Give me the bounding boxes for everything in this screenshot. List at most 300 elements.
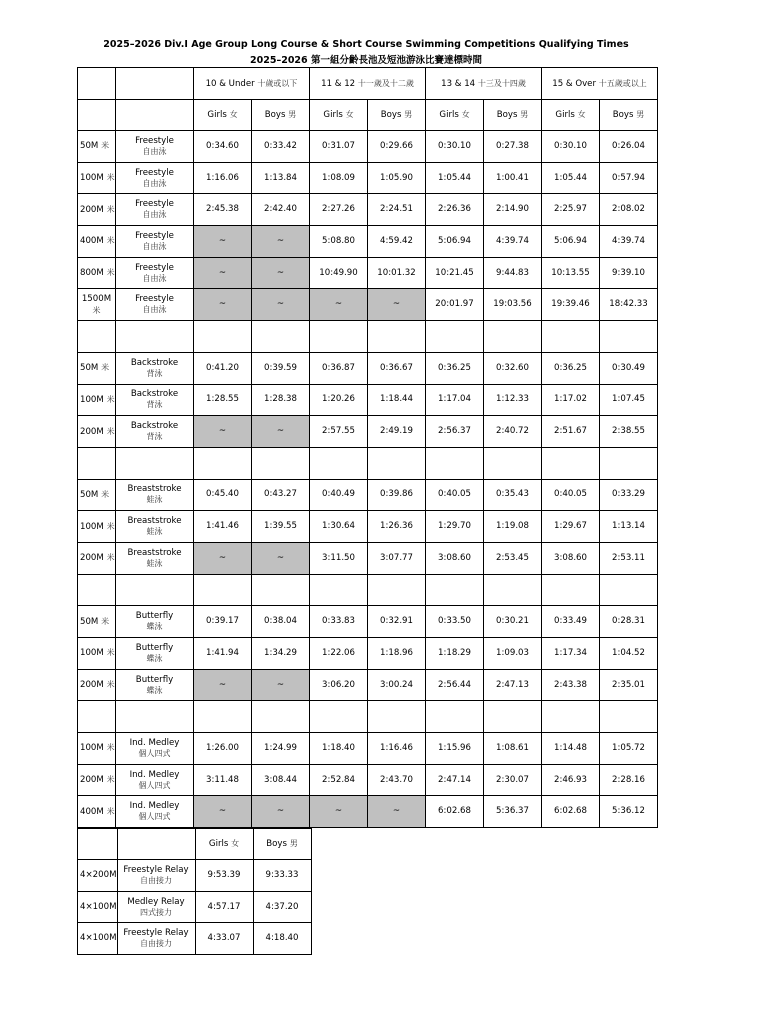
girls-label: Girls xyxy=(323,110,343,120)
empty-cell xyxy=(310,447,368,479)
empty-cell xyxy=(78,447,116,479)
distance-unit-zh: 米 xyxy=(92,305,101,315)
qualifying-time-cell: 2:42.40 xyxy=(252,194,310,226)
relay-name-label: Freestyle Relay xyxy=(123,928,189,939)
qualifying-time-cell: 1:18.96 xyxy=(368,638,426,670)
empty-cell xyxy=(194,321,252,353)
qualifying-time-cell: 2:28.16 xyxy=(600,764,658,796)
qualifying-time-cell: 4:39.74 xyxy=(484,226,542,258)
qualifying-time-cell: 1:17.02 xyxy=(542,384,600,416)
relay-name-label: Medley Relay xyxy=(127,896,185,907)
qualifying-time-cell: 1:29.67 xyxy=(542,511,600,543)
boys-label: Boys xyxy=(496,110,518,120)
stroke-label-zh: 自由泳 xyxy=(142,273,167,283)
qualifying-time-cell: 3:08.44 xyxy=(252,764,310,796)
distance-unit-zh: 米 xyxy=(106,173,115,183)
qualifying-time-cell: 1:26.36 xyxy=(368,511,426,543)
boys-label: Boys xyxy=(264,110,286,120)
qualifying-time-cell: 2:49.19 xyxy=(368,416,426,448)
qualifying-time-cell: 2:53.11 xyxy=(600,542,658,574)
event-row xyxy=(78,289,658,321)
distance-unit-zh: 米 xyxy=(106,394,115,404)
stroke-label: Ind. Medley xyxy=(129,737,180,748)
qualifying-time-cell: 6:02.68 xyxy=(542,796,600,828)
distance-label: 100M xyxy=(80,521,104,532)
boys-label-zh: 男 xyxy=(636,110,645,119)
relay-name-label: Freestyle Relay xyxy=(123,864,189,875)
spacer-row xyxy=(78,701,658,733)
event-row xyxy=(78,479,658,511)
stroke-label-zh: 背泳 xyxy=(146,400,163,410)
empty-header-cell xyxy=(116,68,194,100)
qualifying-time-cell: ~ xyxy=(194,226,252,258)
distance-label: 200M xyxy=(80,680,104,691)
qualifying-time-cell: 2:47.13 xyxy=(484,669,542,701)
girls-label: Girls xyxy=(439,110,459,120)
qualifying-time-cell: 5:06.94 xyxy=(542,226,600,258)
qualifying-time-cell: 0:39.86 xyxy=(368,479,426,511)
qualifying-time-cell: ~ xyxy=(194,542,252,574)
qualifying-time-cell: 1:13.84 xyxy=(252,162,310,194)
qualifying-time-cell: 10:01.32 xyxy=(368,257,426,289)
stroke-label: Backstroke xyxy=(130,357,179,368)
distance-label: 200M xyxy=(80,204,104,215)
empty-cell xyxy=(542,574,600,606)
stroke-cell xyxy=(116,479,194,511)
qualifying-time-cell: ~ xyxy=(310,796,368,828)
distance-cell xyxy=(78,384,116,416)
stroke-label-zh: 蛙泳 xyxy=(146,558,163,568)
relay-time-cell: 4:37.20 xyxy=(253,891,311,923)
distance-cell xyxy=(78,257,116,289)
qualifying-time-cell: 2:47.14 xyxy=(426,764,484,796)
age-group-header xyxy=(310,68,426,100)
distance-cell xyxy=(78,669,116,701)
girls-label-zh: 女 xyxy=(577,110,586,119)
qualifying-time-cell: 1:17.34 xyxy=(542,638,600,670)
distance-label: 400M xyxy=(80,806,104,817)
distance-unit-zh: 米 xyxy=(101,363,110,373)
distance-label: 200M xyxy=(80,553,104,564)
stroke-label: Breaststroke xyxy=(127,484,182,495)
qualifying-time-cell: 1:24.99 xyxy=(252,733,310,765)
qualifying-time-cell: 2:43.70 xyxy=(368,764,426,796)
qualifying-time-cell: 1:18.29 xyxy=(426,638,484,670)
qualifying-time-cell: ~ xyxy=(252,416,310,448)
qualifying-time-cell: 1:08.09 xyxy=(310,162,368,194)
distance-cell xyxy=(78,511,116,543)
empty-header-cell xyxy=(78,68,116,100)
empty-cell xyxy=(116,321,194,353)
stroke-label-zh: 蛙泳 xyxy=(146,527,163,537)
empty-cell xyxy=(78,701,116,733)
event-row xyxy=(78,257,658,289)
distance-label: 50M xyxy=(80,616,99,627)
qualifying-time-cell: 1:05.44 xyxy=(542,162,600,194)
qualifying-time-cell: 3:07.77 xyxy=(368,542,426,574)
empty-cell xyxy=(426,321,484,353)
event-row xyxy=(78,796,658,828)
stroke-label-zh: 自由泳 xyxy=(142,178,167,188)
boys-header xyxy=(252,100,310,131)
qualifying-time-cell: 0:33.42 xyxy=(252,131,310,163)
distance-label: 50M xyxy=(80,363,99,374)
empty-cell xyxy=(116,701,194,733)
relay-name-cell xyxy=(117,923,195,955)
boys-label: Boys xyxy=(612,110,634,120)
qualifying-time-cell: 4:59.42 xyxy=(368,226,426,258)
qualifying-time-cell: 0:30.21 xyxy=(484,606,542,638)
qualifying-time-cell: 0:30.10 xyxy=(426,131,484,163)
boys-header xyxy=(368,100,426,131)
qualifying-time-cell: 1:41.94 xyxy=(194,638,252,670)
qualifying-time-cell: 0:40.05 xyxy=(426,479,484,511)
qualifying-time-cell: 1:22.06 xyxy=(310,638,368,670)
empty-cell xyxy=(600,321,658,353)
qualifying-time-cell: ~ xyxy=(368,289,426,321)
age-group-label-zh: 十五歲或以上 xyxy=(598,78,647,88)
empty-cell xyxy=(368,321,426,353)
stroke-label-zh: 自由泳 xyxy=(142,146,167,156)
stroke-label: Ind. Medley xyxy=(129,801,180,812)
qualifying-time-cell: 3:00.24 xyxy=(368,669,426,701)
qualifying-time-cell: 2:46.93 xyxy=(542,764,600,796)
qualifying-time-cell: 0:38.04 xyxy=(252,606,310,638)
qualifying-time-cell: 1:34.29 xyxy=(252,638,310,670)
empty-header-cell xyxy=(78,100,116,131)
boys-header xyxy=(484,100,542,131)
stroke-label: Backstroke xyxy=(130,389,179,400)
age-group-label-zh: 十歲或以下 xyxy=(257,78,298,88)
qualifying-time-cell: 1:28.38 xyxy=(252,384,310,416)
age-group-header xyxy=(542,68,658,100)
stroke-cell xyxy=(116,606,194,638)
boys-label: Boys xyxy=(266,839,287,849)
distance-unit-zh: 米 xyxy=(106,680,115,690)
qualifying-time-cell: 0:36.87 xyxy=(310,352,368,384)
qualifying-time-cell: ~ xyxy=(194,416,252,448)
qualifying-time-cell: 0:36.25 xyxy=(542,352,600,384)
qualifying-time-cell: 3:06.20 xyxy=(310,669,368,701)
qualifying-time-cell: 10:13.55 xyxy=(542,257,600,289)
distance-label: 200M xyxy=(80,426,104,437)
stroke-cell xyxy=(116,162,194,194)
event-row xyxy=(78,733,658,765)
girls-header xyxy=(194,100,252,131)
qualifying-time-cell: 1:39.55 xyxy=(252,511,310,543)
qualifying-time-cell: 1:30.64 xyxy=(310,511,368,543)
document-title-chinese: 2025–2026 第一組分齡長池及短池游泳比賽達標時間 xyxy=(250,55,482,66)
qualifying-time-cell: 1:17.04 xyxy=(426,384,484,416)
girls-label-zh: 女 xyxy=(461,110,470,119)
qualifying-time-cell: 2:30.07 xyxy=(484,764,542,796)
empty-cell xyxy=(426,701,484,733)
distance-cell xyxy=(78,162,116,194)
relay-distance-cell xyxy=(78,891,118,923)
distance-cell xyxy=(78,638,116,670)
stroke-label-zh: 背泳 xyxy=(146,432,163,442)
boys-label-zh: 男 xyxy=(520,110,529,119)
qualifying-time-cell: 1:29.70 xyxy=(426,511,484,543)
qualifying-time-cell: 0:36.25 xyxy=(426,352,484,384)
empty-cell xyxy=(310,321,368,353)
qualifying-time-cell: 2:53.45 xyxy=(484,542,542,574)
qualifying-time-cell: 2:56.44 xyxy=(426,669,484,701)
qualifying-time-cell: 2:51.67 xyxy=(542,416,600,448)
qualifying-time-cell: 0:43.27 xyxy=(252,479,310,511)
qualifying-time-cell: 0:28.31 xyxy=(600,606,658,638)
event-row xyxy=(78,638,658,670)
qualifying-time-cell: 2:56.37 xyxy=(426,416,484,448)
distance-cell xyxy=(78,416,116,448)
empty-cell xyxy=(194,701,252,733)
empty-cell xyxy=(542,701,600,733)
empty-cell xyxy=(368,701,426,733)
distance-cell xyxy=(78,479,116,511)
age-group-label: 15 & Over xyxy=(552,78,597,89)
stroke-label: Backstroke xyxy=(130,421,179,432)
stroke-cell xyxy=(116,733,194,765)
empty-cell xyxy=(194,574,252,606)
qualifying-time-cell: 0:27.38 xyxy=(484,131,542,163)
qualifying-time-cell: 0:39.59 xyxy=(252,352,310,384)
qualifying-time-cell: ~ xyxy=(252,796,310,828)
relay-time-cell: 4:33.07 xyxy=(195,923,253,955)
distance-label: 200M xyxy=(80,775,104,786)
empty-cell xyxy=(310,701,368,733)
stroke-label-zh: 自由泳 xyxy=(142,241,167,251)
qualifying-time-cell: 3:11.50 xyxy=(310,542,368,574)
stroke-label-zh: 個人四式 xyxy=(138,812,171,822)
empty-cell xyxy=(116,574,194,606)
girls-header xyxy=(195,829,253,860)
qualifying-time-cell: ~ xyxy=(310,289,368,321)
stroke-cell xyxy=(116,764,194,796)
empty-cell xyxy=(252,701,310,733)
relay-row xyxy=(78,891,312,923)
qualifying-time-cell: 1:05.90 xyxy=(368,162,426,194)
distance-label: 50M xyxy=(80,489,99,500)
empty-cell xyxy=(484,447,542,479)
distance-unit-zh: 米 xyxy=(106,743,115,753)
qualifying-time-cell: 0:32.91 xyxy=(368,606,426,638)
empty-cell xyxy=(484,701,542,733)
distance-label: 100M xyxy=(80,394,104,405)
empty-header-cell xyxy=(78,829,118,860)
relay-distance-label: 4×100M xyxy=(80,933,117,944)
relay-time-cell: 9:33.33 xyxy=(253,860,311,892)
stroke-cell xyxy=(116,669,194,701)
distance-label: 100M xyxy=(80,173,104,184)
qualifying-time-cell: 1:41.46 xyxy=(194,511,252,543)
qualifying-time-cell: 1:13.14 xyxy=(600,511,658,543)
qualifying-time-cell: 10:21.45 xyxy=(426,257,484,289)
qualifying-time-cell: 6:02.68 xyxy=(426,796,484,828)
qualifying-time-cell: 2:40.72 xyxy=(484,416,542,448)
distance-unit-zh: 米 xyxy=(106,268,115,278)
qualifying-time-cell: 5:36.37 xyxy=(484,796,542,828)
stroke-label-zh: 蝶泳 xyxy=(146,685,163,695)
distance-cell xyxy=(78,542,116,574)
relay-row xyxy=(78,923,312,955)
distance-unit-zh: 米 xyxy=(106,553,115,563)
relay-distance-cell xyxy=(78,923,118,955)
event-row xyxy=(78,162,658,194)
qualifying-time-cell: 1:07.45 xyxy=(600,384,658,416)
distance-unit-zh: 米 xyxy=(101,489,110,499)
empty-cell xyxy=(78,574,116,606)
qualifying-time-cell: 0:36.67 xyxy=(368,352,426,384)
girls-label-zh: 女 xyxy=(229,110,238,119)
empty-cell xyxy=(252,321,310,353)
distance-label: 100M xyxy=(80,743,104,754)
stroke-label: Freestyle xyxy=(135,135,174,146)
empty-cell xyxy=(310,574,368,606)
distance-unit-zh: 米 xyxy=(101,616,110,626)
qualifying-time-cell: ~ xyxy=(252,289,310,321)
qualifying-time-cell: 19:03.56 xyxy=(484,289,542,321)
event-row xyxy=(78,131,658,163)
qualifying-time-cell: 1:00.41 xyxy=(484,162,542,194)
event-row xyxy=(78,352,658,384)
stroke-label-zh: 背泳 xyxy=(146,368,163,378)
stroke-cell xyxy=(116,796,194,828)
distance-unit-zh: 米 xyxy=(106,204,115,214)
empty-cell xyxy=(484,321,542,353)
qualifying-time-cell: 0:32.60 xyxy=(484,352,542,384)
qualifying-time-cell: 0:33.50 xyxy=(426,606,484,638)
stroke-label-zh: 自由泳 xyxy=(142,305,167,315)
qualifying-time-cell: 5:36.12 xyxy=(600,796,658,828)
qualifying-time-cell: 0:33.83 xyxy=(310,606,368,638)
qualifying-time-cell: 3:08.60 xyxy=(426,542,484,574)
distance-unit-zh: 米 xyxy=(106,521,115,531)
qualifying-time-cell: 1:12.33 xyxy=(484,384,542,416)
stroke-label: Butterfly xyxy=(135,674,174,685)
empty-cell xyxy=(78,321,116,353)
stroke-cell xyxy=(116,289,194,321)
distance-unit-zh: 米 xyxy=(106,775,115,785)
qualifying-time-cell: 1:14.48 xyxy=(542,733,600,765)
age-group-header xyxy=(426,68,542,100)
qualifying-time-cell: ~ xyxy=(194,669,252,701)
event-row xyxy=(78,606,658,638)
qualifying-time-cell: 2:57.55 xyxy=(310,416,368,448)
qualifying-time-cell: 3:08.60 xyxy=(542,542,600,574)
stroke-label: Freestyle xyxy=(135,294,174,305)
distance-cell xyxy=(78,131,116,163)
age-group-label: 10 & Under xyxy=(205,78,255,89)
qualifying-time-cell: 0:40.49 xyxy=(310,479,368,511)
distance-unit-zh: 米 xyxy=(101,141,110,151)
qualifying-time-cell: ~ xyxy=(252,542,310,574)
stroke-label: Ind. Medley xyxy=(129,769,180,780)
distance-cell xyxy=(78,606,116,638)
qualifying-time-cell: ~ xyxy=(368,796,426,828)
qualifying-time-cell: 4:39.74 xyxy=(600,226,658,258)
qualifying-time-cell: ~ xyxy=(194,289,252,321)
girls-header xyxy=(426,100,484,131)
stroke-cell xyxy=(116,194,194,226)
qualifying-time-cell: ~ xyxy=(194,796,252,828)
qualifying-time-cell: 1:16.06 xyxy=(194,162,252,194)
stroke-cell xyxy=(116,638,194,670)
qualifying-time-cell: 0:35.43 xyxy=(484,479,542,511)
girls-label: Girls xyxy=(208,839,229,849)
distance-cell xyxy=(78,226,116,258)
qualifying-time-cell: ~ xyxy=(252,226,310,258)
qualifying-time-cell: 0:29.66 xyxy=(368,131,426,163)
qualifying-time-cell: 20:01.97 xyxy=(426,289,484,321)
relay-distance-label: 4×100M xyxy=(80,901,117,912)
qualifying-time-cell: 0:33.49 xyxy=(542,606,600,638)
qualifying-time-cell: 1:15.96 xyxy=(426,733,484,765)
distance-cell xyxy=(78,733,116,765)
qualifying-time-cell: 0:26.04 xyxy=(600,131,658,163)
qualifying-time-cell: 1:08.61 xyxy=(484,733,542,765)
qualifying-time-cell: 0:39.17 xyxy=(194,606,252,638)
spacer-row xyxy=(78,321,658,353)
distance-cell xyxy=(78,764,116,796)
qualifying-time-cell: 0:30.49 xyxy=(600,352,658,384)
empty-cell xyxy=(194,447,252,479)
qualifying-time-cell: 1:26.00 xyxy=(194,733,252,765)
boys-label-zh: 男 xyxy=(288,110,297,119)
qualifying-time-cell: 19:39.46 xyxy=(542,289,600,321)
stroke-label: Breaststroke xyxy=(127,516,182,527)
distance-unit-zh: 米 xyxy=(106,648,115,658)
qualifying-time-cell: 1:18.44 xyxy=(368,384,426,416)
stroke-label-zh: 蝶泳 xyxy=(146,622,163,632)
relay-time-cell: 4:57.17 xyxy=(195,891,253,923)
gender-header-row xyxy=(78,100,658,131)
empty-cell xyxy=(368,447,426,479)
qualifying-time-cell: 2:27.26 xyxy=(310,194,368,226)
qualifying-time-cell: 9:44.83 xyxy=(484,257,542,289)
stroke-label: Freestyle xyxy=(135,167,174,178)
distance-unit-zh: 米 xyxy=(106,426,115,436)
stroke-label-zh: 自由泳 xyxy=(142,210,167,220)
empty-cell xyxy=(252,447,310,479)
qualifying-time-cell: 0:31.07 xyxy=(310,131,368,163)
qualifying-time-cell: 1:18.40 xyxy=(310,733,368,765)
qualifying-time-cell: 9:39.10 xyxy=(600,257,658,289)
qualifying-time-cell: 5:06.94 xyxy=(426,226,484,258)
girls-header xyxy=(310,100,368,131)
relay-name-label-zh: 四式接力 xyxy=(140,907,172,917)
qualifying-time-cell: ~ xyxy=(252,257,310,289)
stroke-cell xyxy=(116,131,194,163)
stroke-label: Butterfly xyxy=(135,611,174,622)
qualifying-times-table xyxy=(77,67,658,828)
distance-unit-zh: 米 xyxy=(106,806,115,816)
qualifying-time-cell: 1:05.44 xyxy=(426,162,484,194)
spacer-row xyxy=(78,447,658,479)
stroke-cell xyxy=(116,226,194,258)
empty-cell xyxy=(484,574,542,606)
event-row xyxy=(78,194,658,226)
stroke-label-zh: 個人四式 xyxy=(138,780,171,790)
qualifying-time-cell: 5:08.80 xyxy=(310,226,368,258)
spacer-row xyxy=(78,574,658,606)
age-group-label-zh: 十三及十四歲 xyxy=(477,78,526,88)
event-row xyxy=(78,764,658,796)
document-title-english: 2025–2026 Div.I Age Group Long Course & Short Course Swimming Competitions Qualifying Times xyxy=(103,39,629,50)
qualifying-time-cell: 0:30.10 xyxy=(542,131,600,163)
girls-label-zh: 女 xyxy=(231,839,240,848)
distance-label: 100M xyxy=(80,648,104,659)
stroke-label: Freestyle xyxy=(135,230,174,241)
